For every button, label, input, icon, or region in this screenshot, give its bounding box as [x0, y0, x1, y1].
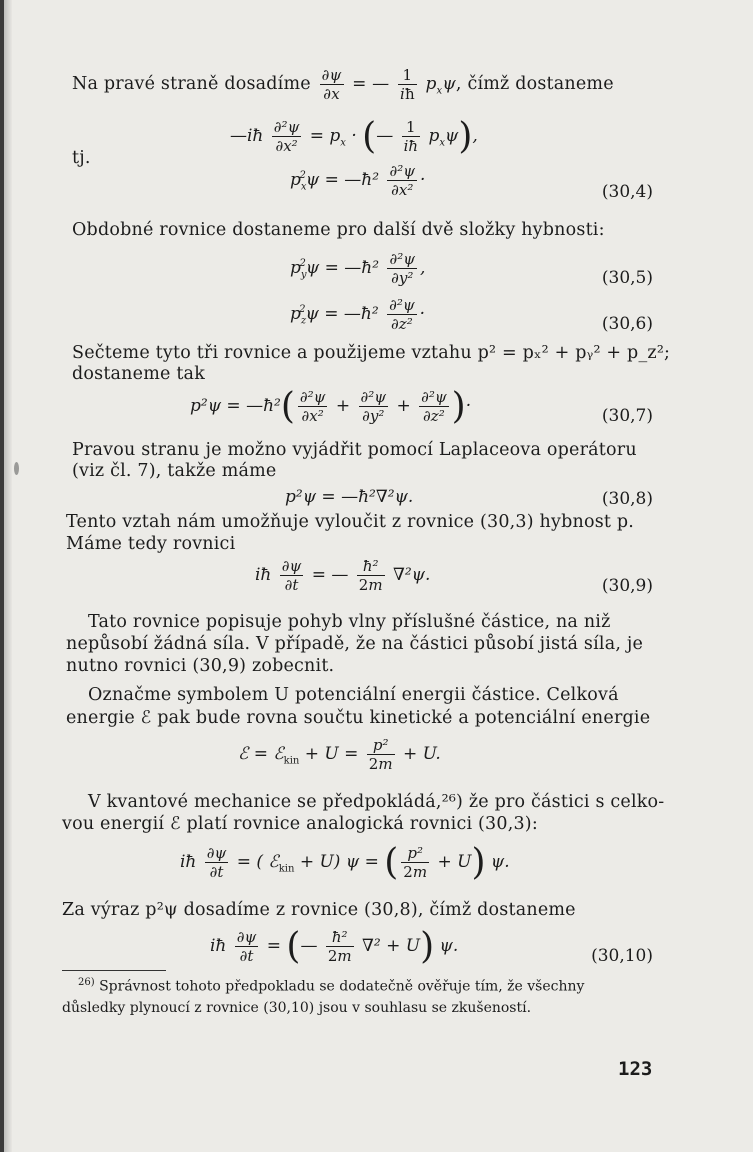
equation-30-6: $p_z^2\psi$ = —ħ² $\frac{\text{∂²ψ}}{\text{∂z²}}$ · [290, 296, 426, 333]
text-line-6: Pravou stranu je možno vyjádřit pomocí Laplaceova operátoru [72, 440, 637, 460]
equation-30-5: $p_y^2\psi$ = —ħ² $\frac{\text{∂²ψ}}{\text{∂y²}}$ , [290, 250, 426, 287]
equation-number: (30,4) [601, 182, 653, 202]
text-line-10: Tato rovnice popisuje pohyb vlny příslušné částice, na niž [88, 612, 611, 632]
text-line-4: Sečteme tyto tři rovnice a použijeme vztahu p² = pₓ² + pᵧ² + p_z²; [72, 343, 671, 363]
text-line-15: V kvantové mechanice se předpokládá,²⁶) že pro částici s celko- [88, 792, 665, 812]
equation-unnumbered: —iħ $\frac{\text{∂²ψ}}{\text{∂x²}}$ = $p_x$ · (— $\frac{1}{iħ}$ $p_x\psi$), [230, 116, 478, 157]
equation-30-7: p²ψ = —ħ²( $\frac{\text{∂²ψ}}{\text{∂x²}}$ + $\frac{\text{∂²ψ}}{\text{∂y²}}$ + $\frac{\text{∂²ψ}}{\text{∂z²}}$ )· [190, 386, 472, 427]
footnote-marker: 26) [78, 977, 95, 988]
equation-number: (30,9) [601, 576, 653, 596]
text-line-12: nutno rovnici (30,9) zobecnit. [66, 656, 335, 676]
equation-number: (30,7) [601, 406, 653, 426]
equation-30-8: p²ψ = —ħ²∇²ψ. [285, 487, 414, 507]
equation-number: (30,8) [601, 489, 653, 509]
equation-number: (30,6) [601, 314, 653, 334]
footnote-line-2: důsledky plynoucí z rovnice (30,10) jsou v souhlasu se zkušeností. [62, 1000, 532, 1016]
equation-number: (30,5) [601, 268, 653, 288]
text-line-tj: tj. [72, 148, 91, 168]
paper-smudge [14, 462, 19, 475]
text-line-16: vou energií ℰ platí rovnice analogická rovnici (30,3): [62, 814, 538, 834]
inline-equation: $\frac{\partial\psi}{\partial x}$ = — $\frac{1}{iħ}$ $p_x\psi$ [321, 66, 456, 103]
footnote-text: Správnost tohoto předpokladu se dodatečně ověřuje tím, že všechny [99, 978, 585, 995]
text-line-7: (viz čl. 7), takže máme [72, 461, 277, 481]
text-line-17: Za výraz p²ψ dosadíme z rovnice (30,8), čímž dostaneme [62, 900, 576, 920]
page-number: 123 [618, 1058, 653, 1080]
text-line-9: Máme tedy rovnici [66, 534, 236, 554]
text-line-13: Označme symbolem U potenciální energii částice. Celková [88, 685, 619, 705]
footnote-line-1 [78, 977, 584, 995]
equation-30-10: iħ $\frac{\partial\psi}{\partial t}$ = (— $\frac{\text{ħ²}}{2m}$ ∇² + U) ψ. [210, 926, 459, 967]
text-line-14: energie ℰ pak bude rovna součtu kinetické a potenciální energie [66, 708, 651, 728]
page-binding-shadow [4, 0, 12, 1152]
equation-number: (30,10) [591, 946, 653, 966]
footnote-rule [62, 970, 166, 971]
equation-30-9: iħ $\frac{\partial\psi}{\partial t}$ = — $\frac{\text{ħ²}}{2m}$ ∇²ψ. [255, 557, 431, 594]
text-segment: , čímž dostaneme [455, 74, 614, 94]
text-line-11: nepůsobí žádná síla. V případě, že na částici působí jistá síla, je [66, 634, 644, 654]
text-line-3: Obdobné rovnice dostaneme pro další dvě složky hybnosti: [72, 220, 605, 240]
equation-energy: ℰ = ℰ$_{kin}$ + U = $\frac{\text{p²}}{2m}$ + U. [238, 736, 441, 773]
text-line-8: Tento vztah nám umožňuje vyloučit z rovnice (30,3) hybnost p. [66, 512, 635, 532]
text-segment: Na pravé straně dosadíme [72, 74, 311, 94]
equation-30-4: $p_x^2\psi$ = —ħ² $\frac{\text{∂²ψ}}{\text{∂x²}}$ · [290, 162, 426, 199]
text-line-5: dostaneme tak [72, 364, 205, 384]
equation-schrodinger-general: iħ $\frac{\partial\psi}{\partial t}$ = ( ℰ$_{kin}$ + U) ψ = ( $\frac{\text{p²}}{2m}$ + U) ψ. [180, 842, 510, 883]
text-line-1 [72, 66, 614, 103]
